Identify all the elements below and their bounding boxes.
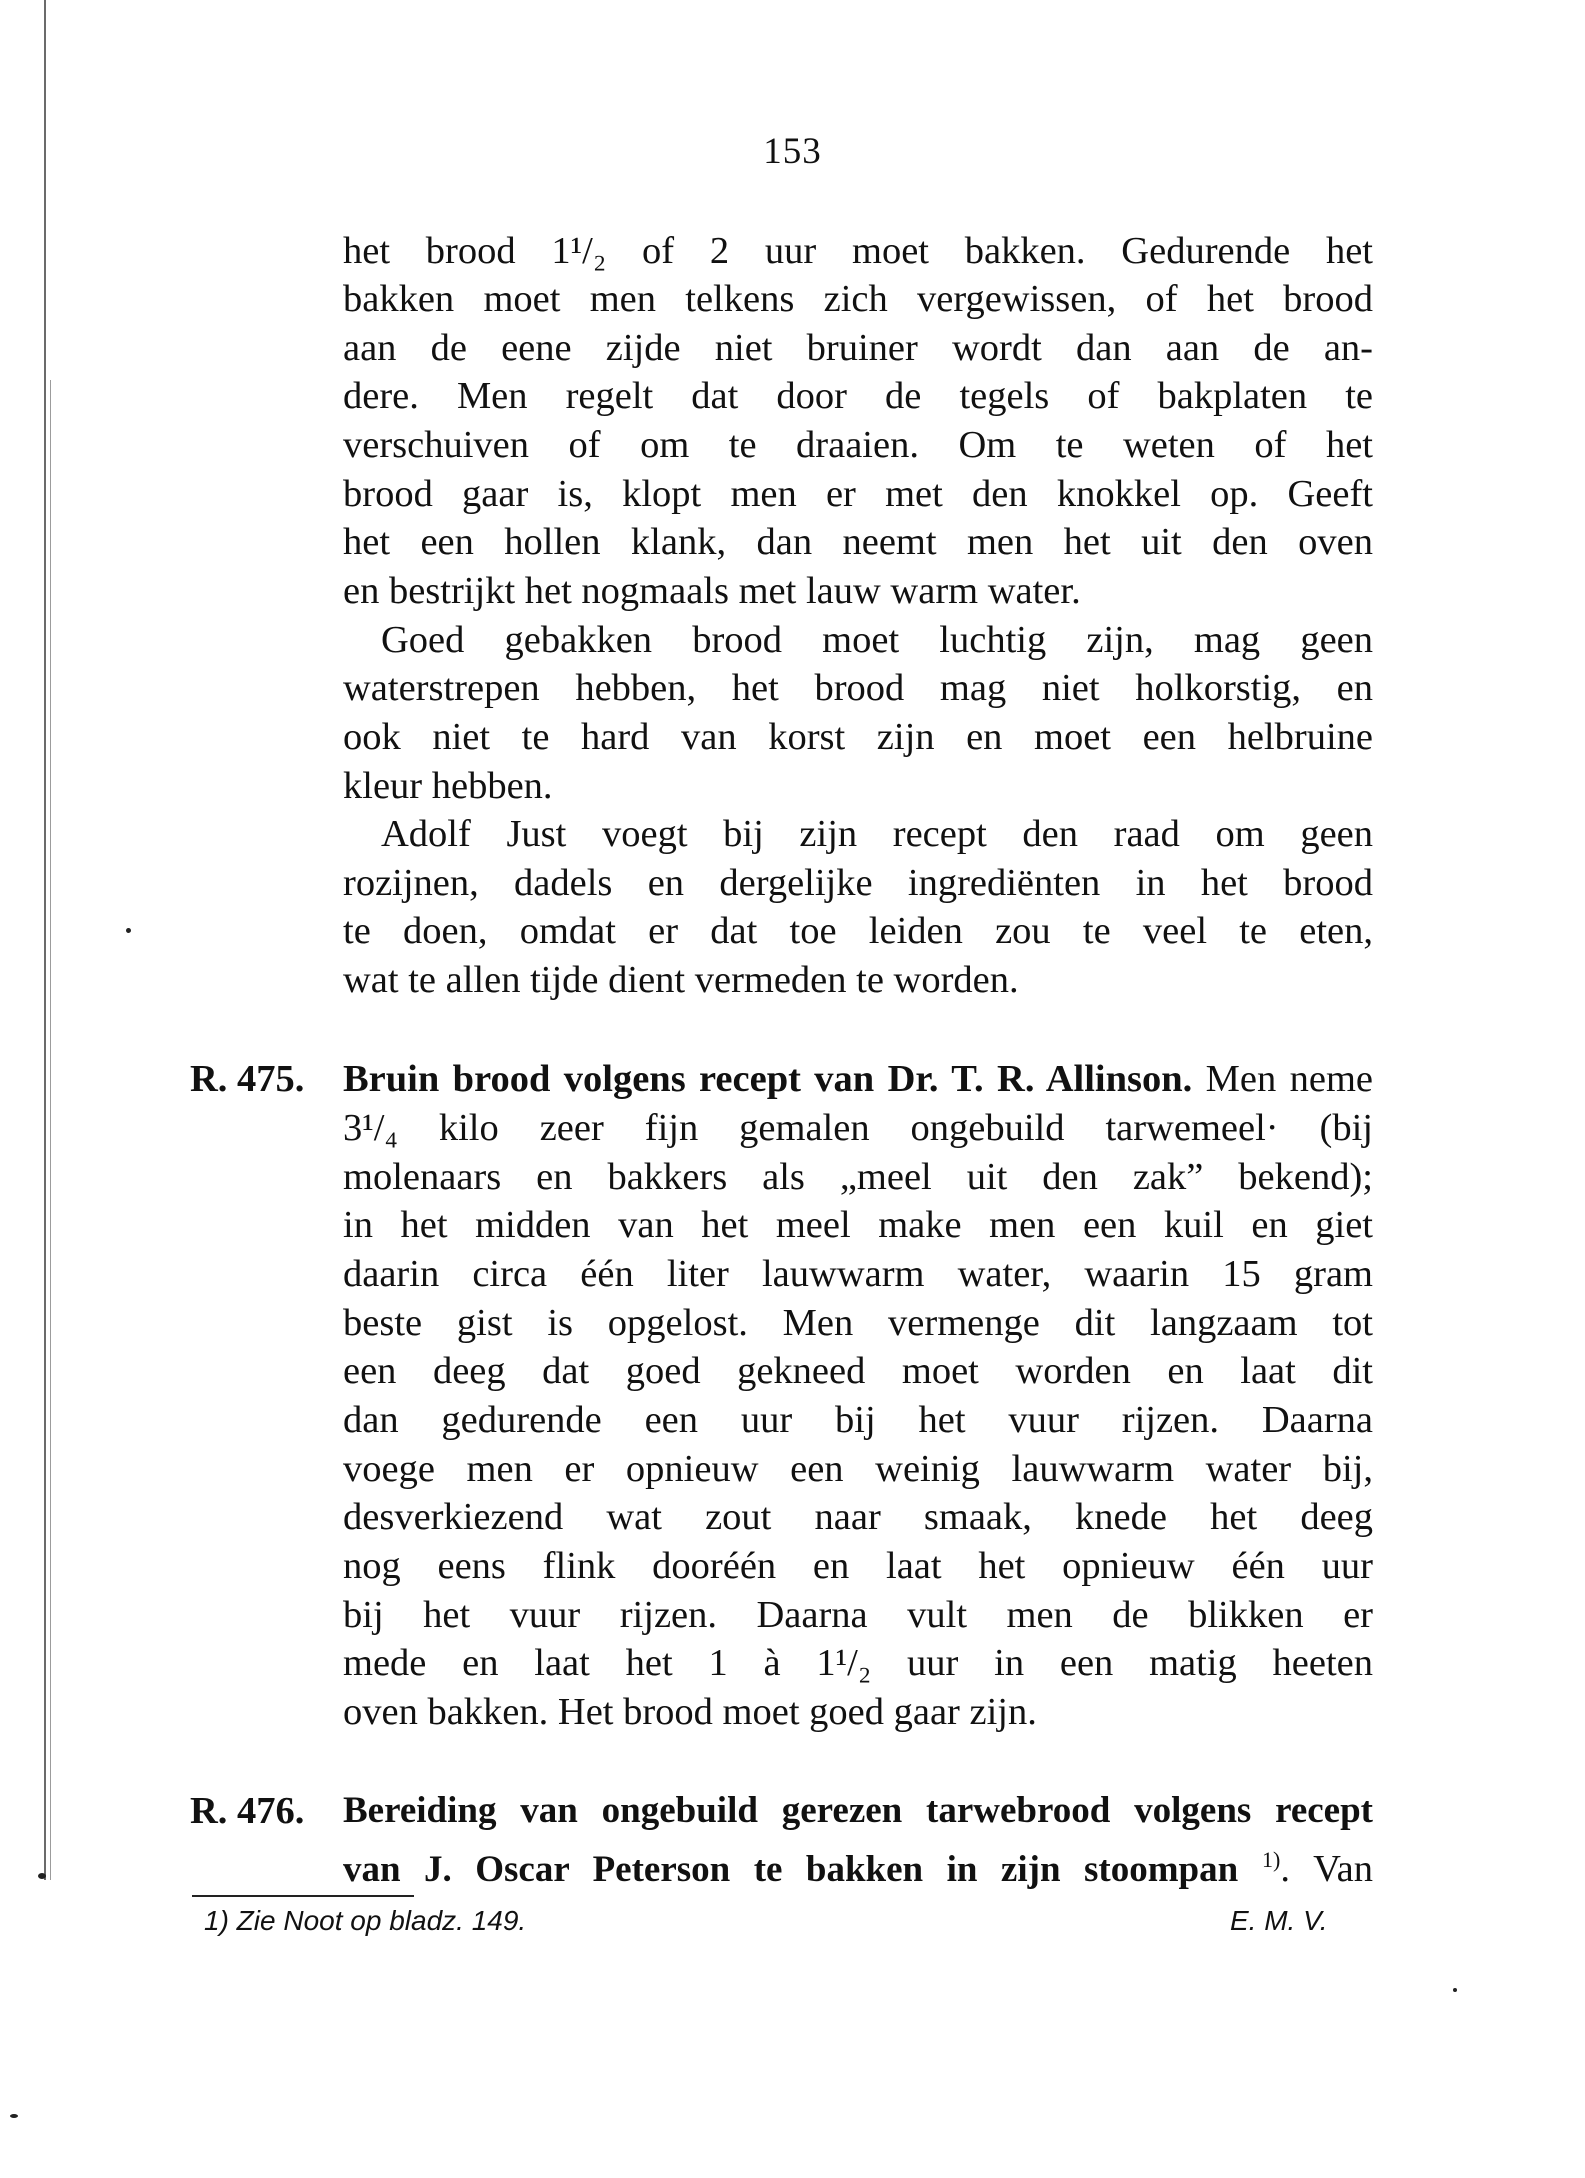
scan-speck [10,2114,18,2118]
text-line: het een hollen klank, dan neemt men het uit den oven [343,521,1373,563]
text-line: dere. Men regelt dat door de tegels of bakplaten te [343,375,1373,417]
scan-edge-line [44,0,46,1880]
scan-speck [126,928,131,933]
text-line: rozijnen, dadels en dergelijke ingrediënten in het brood [343,862,1373,904]
text-line: desverkiezend wat zout naar smaak, knede het deeg [343,1496,1373,1538]
text-line: en bestrijkt het nogmaals met lauw warm water. [343,570,1081,612]
text-line: aan de eene zijde niet bruiner wordt dan aan de an- [343,327,1373,369]
scan-speck [1453,1988,1457,1992]
text-line: een deeg dat goed gekneed moet worden en laat dit [343,1350,1373,1392]
text-fragment: Van [1313,1847,1374,1890]
recipe-label: R. 475. [190,1058,305,1100]
text-line: kleur hebben. [343,765,553,807]
scan-speck [38,1873,46,1879]
text-line: 3¹/₄ kilo zeer fijn gemalen ongebuild tarwemeel· (bij [343,1107,1373,1149]
text-line: het brood 1¹/₂ of 2 uur moet bakken. Gedurende het [343,230,1373,272]
text-line: waterstrepen hebben, het brood mag niet holkorstig, en [343,667,1373,709]
text-line: in het midden van het meel make men een kuil en giet [343,1204,1373,1246]
scan-edge-line [50,380,51,1880]
text-line: bij het vuur rijzen. Daarna vult men de blikken er [343,1594,1373,1636]
text-line: bakken moet men telkens zich vergewissen, of het brood [343,278,1373,320]
footnote-rule [192,1895,414,1897]
recipe-label: R. 476. [190,1790,305,1832]
text-line: te doen, omdat er dat toe leiden zou te veel te eten, [343,910,1373,952]
recipe-title: Bruin brood volgens recept van Dr. T. R. Allinson. [343,1058,1193,1100]
recipe-heading-line [343,1055,1373,1103]
text-line: ook niet te hard van korst zijn en moet een helbruine [343,716,1373,758]
footnote-signature: E. M. V. [1230,1905,1328,1936]
text-line: Goed gebakken brood moet luchtig zijn, mag geen [381,619,1373,661]
text-line: wat te allen tijde dient vermeden te worden. [343,959,1019,1001]
text-line: molenaars en bakkers als „meel uit den zak” bekend); [343,1156,1373,1198]
text-line: beste gist is opgelost. Men vermenge dit langzaam tot [343,1302,1373,1344]
page-number: 153 [763,131,822,172]
text-line: Adolf Just voegt bij zijn recept den raad om geen [381,813,1373,855]
text-fragment: Men neme [1205,1058,1373,1100]
recipe-title-line-2: van J. Oscar Peterson te bakken in zijn stoompan $^{1)}$. Van [343,1847,1374,1890]
text-line: verschuiven of om te draaien. Om te weten of het [343,424,1373,466]
text-line: oven bakken. Het brood moet goed gaar zijn. [343,1691,1037,1733]
recipe-title: Bereiding van ongebuild gerezen tarwebrood volgens recept [343,1790,1373,1831]
recipe-title-continued: van J. Oscar Peterson te bakken in zijn stoompan [343,1848,1239,1890]
text-line: brood gaar is, klopt men er met den knokkel op. Geeft [343,473,1373,515]
text-line: mede en laat het 1 à 1¹/₂ uur in een matig heeten [343,1642,1373,1684]
footnote: 1) Zie Noot op bladz. 149. [204,1905,527,1936]
text-line: voege men er opnieuw een weinig lauwwarm water bij, [343,1448,1373,1490]
text-line: dan gedurende een uur bij het vuur rijzen. Daarna [343,1399,1373,1441]
text-line: daarin circa één liter lauwwarm water, waarin 15 gram [343,1253,1373,1295]
footnote-ref: 1) [1262,1847,1281,1872]
text-line: nog eens flink dooréén en laat het opnieuw één uur [343,1545,1373,1587]
